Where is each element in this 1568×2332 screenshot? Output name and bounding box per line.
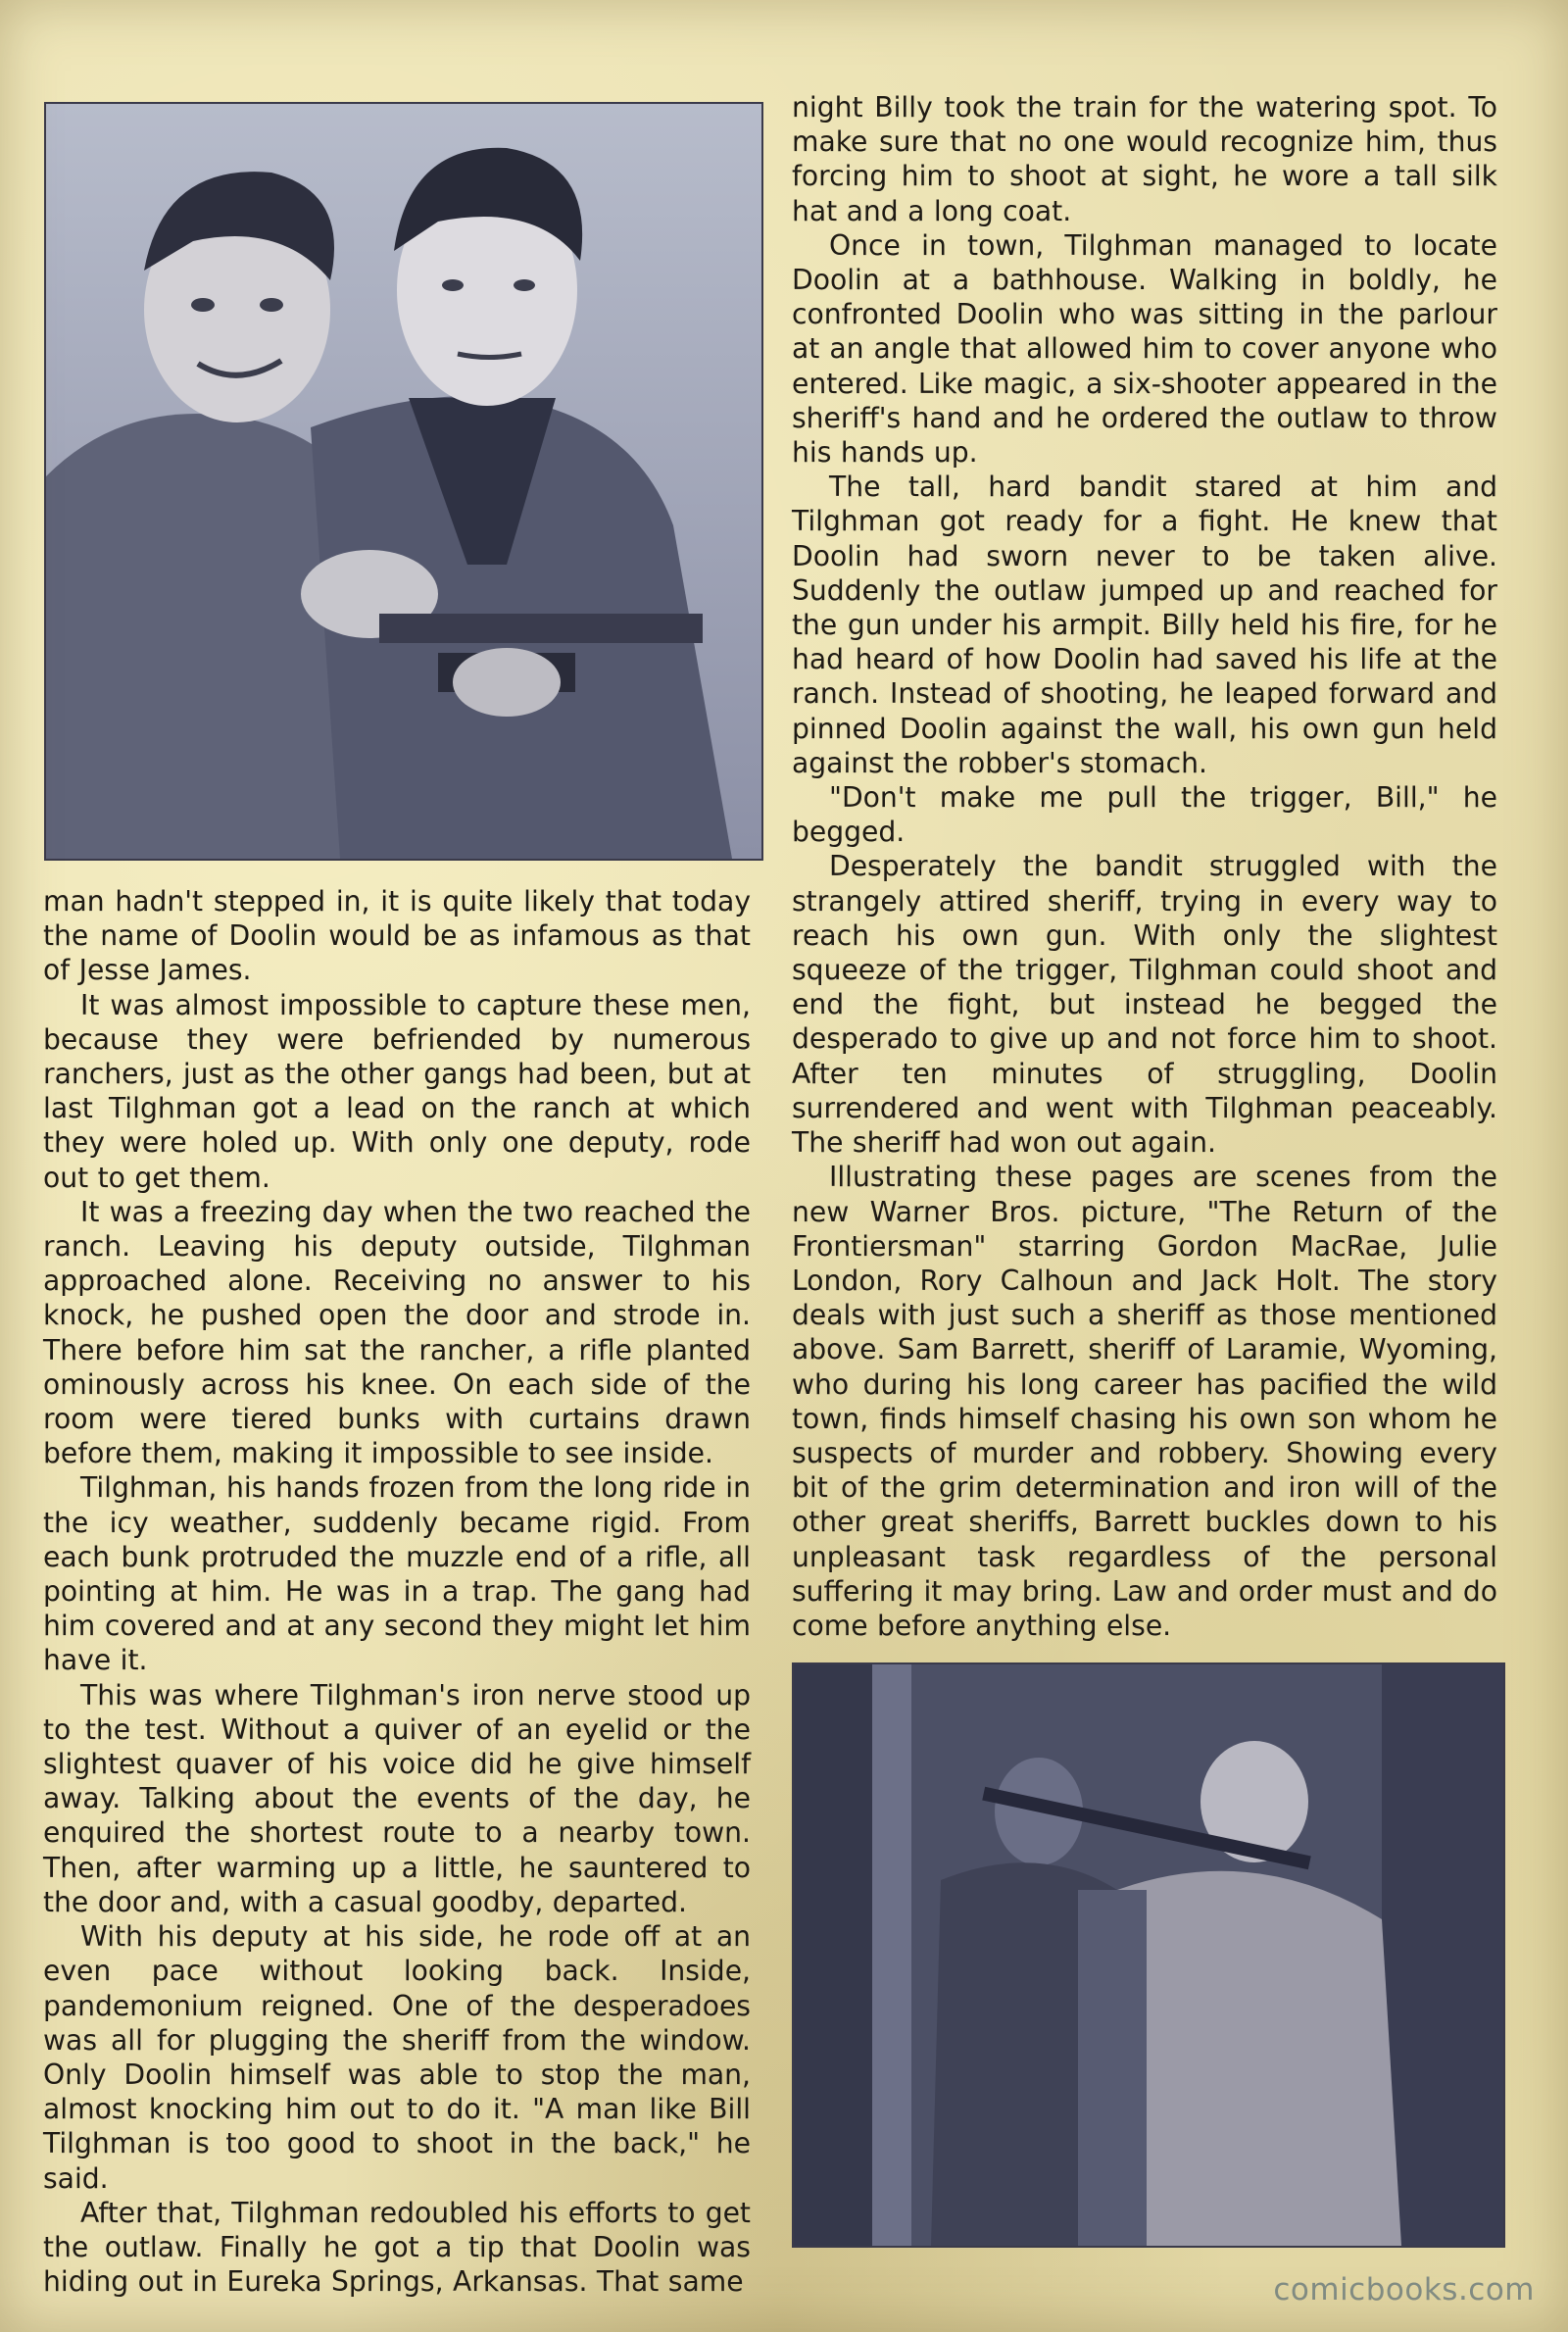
article-column-left bbox=[43, 884, 751, 2299]
article-paragraph: man hadn't stepped in, it is quite likely that today the name of Doolin would be as infamous as that of Jesse James. bbox=[43, 885, 751, 987]
photo-bottom-image bbox=[794, 1664, 1503, 2246]
photo-top bbox=[44, 102, 763, 861]
article-paragraph: "Don't make me pull the trigger, Bill," he begged. bbox=[792, 781, 1497, 849]
article-paragraph: After that, Tilghman redoubled his efforts to get the outlaw. Finally he got a tip that Doolin was hiding out in Eureka Springs, Arkansas. That same bbox=[43, 2196, 751, 2299]
article-paragraph: It was almost impossible to capture these men, because they were befriended by numerous ranchers, just as the other gangs had been, but at last Tilghman got a lead on the ranch at which they were holed up. With only one deputy, rode out to get them. bbox=[43, 988, 751, 1194]
article-paragraph: It was a freezing day when the two reached the ranch. Leaving his deputy outside, Tilghman approached alone. Receiving no answer to his knock, he pushed open the door and strode in. There before him sat the rancher, a rifle planted ominously across his knee. On each side of the room were tiered bunks with curtains drawn before them, making it impossible to see inside. bbox=[43, 1195, 751, 1470]
article-paragraph: This was where Tilghman's iron nerve stood up to the test. Without a quiver of an eyelid or the slightest quaver of his voice did he give himself away. Talking about the events of the day, he enquired the shortest route to a nearby town. Then, after warming up a little, he sauntered to the door and, with a casual goodby, departed. bbox=[43, 1678, 751, 1918]
article-paragraph: Illustrating these pages are scenes from the new Warner Bros. picture, "The Return of the Frontiersman" starring Gordon MacRae, Julie London, Rory Calhoun and Jack Holt. The story deals with just such a sheriff as those mentioned above. Sam Barrett, sheriff of Laramie, Wyoming, who during his long career has pacified the wild town, finds himself chasing his own son whom he suspects of murder and robbery. Showing every bit of the grim determination and iron will of the other great sheriffs, Barrett buckles down to his unpleasant task regardless of the personal suffering it may bring. Law and order must and do come before anything else. bbox=[792, 1161, 1497, 1642]
site-watermark: comicbooks.com bbox=[1273, 2272, 1535, 2307]
article-paragraph: Desperately the bandit struggled with the strangely attired sheriff, trying in every way to reach his own gun. With only the slightest squeeze of the trigger, Tilghman could shoot and end the fight, but instead he begged the desperado to give up and not force him to shoot. After ten minutes of struggling, Doolin surrendered and went with Tilghman peaceably. The sheriff had won out again. bbox=[792, 850, 1497, 1160]
article-paragraph: Tilghman, his hands frozen from the long ride in the icy weather, suddenly became rigid. From each bunk protruded the muzzle end of a rifle, all pointing at him. He was in a trap. The gang had him covered and at any second they might let him have it. bbox=[43, 1471, 751, 1677]
article-paragraph: night Billy took the train for the watering spot. To make sure that no one would recognize him, thus forcing him to shoot at sight, he wore a tall silk hat and a long coat. bbox=[792, 91, 1497, 227]
article-paragraph: Once in town, Tilghman managed to locate Doolin at a bathhouse. Walking in boldly, he confronted Doolin who was sitting in the parlour at an angle that allowed him to cover anyone who entered. Like magic, a six-shooter appeared in the sheriff's hand and he ordered the outlaw to throw his hands up. bbox=[792, 228, 1497, 470]
article-column-right bbox=[792, 90, 1497, 1643]
article-paragraph: With his deputy at his side, he rode off at an even pace without looking back. Inside, pandemonium reigned. One of the desperadoes was all for plugging the sheriff from the window. Only Doolin himself was able to stop the man, almost knocking him out to do it. "A man like Bill Tilghman is too good to shoot in the back," he said. bbox=[43, 1920, 751, 2195]
photo-top-image bbox=[46, 104, 761, 859]
photo-bottom bbox=[792, 1662, 1505, 2248]
article-paragraph: The tall, hard bandit stared at him and Tilghman got ready for a fight. He knew that Doolin had sworn never to be taken alive. Suddenly the outlaw jumped up and reached for the gun under his armpit. Billy held his fire, for he had heard of how Doolin had saved his life at the ranch. Instead of shooting, he leaped forward and pinned Doolin against the wall, his own gun held against the robber's stomach. bbox=[792, 471, 1497, 779]
